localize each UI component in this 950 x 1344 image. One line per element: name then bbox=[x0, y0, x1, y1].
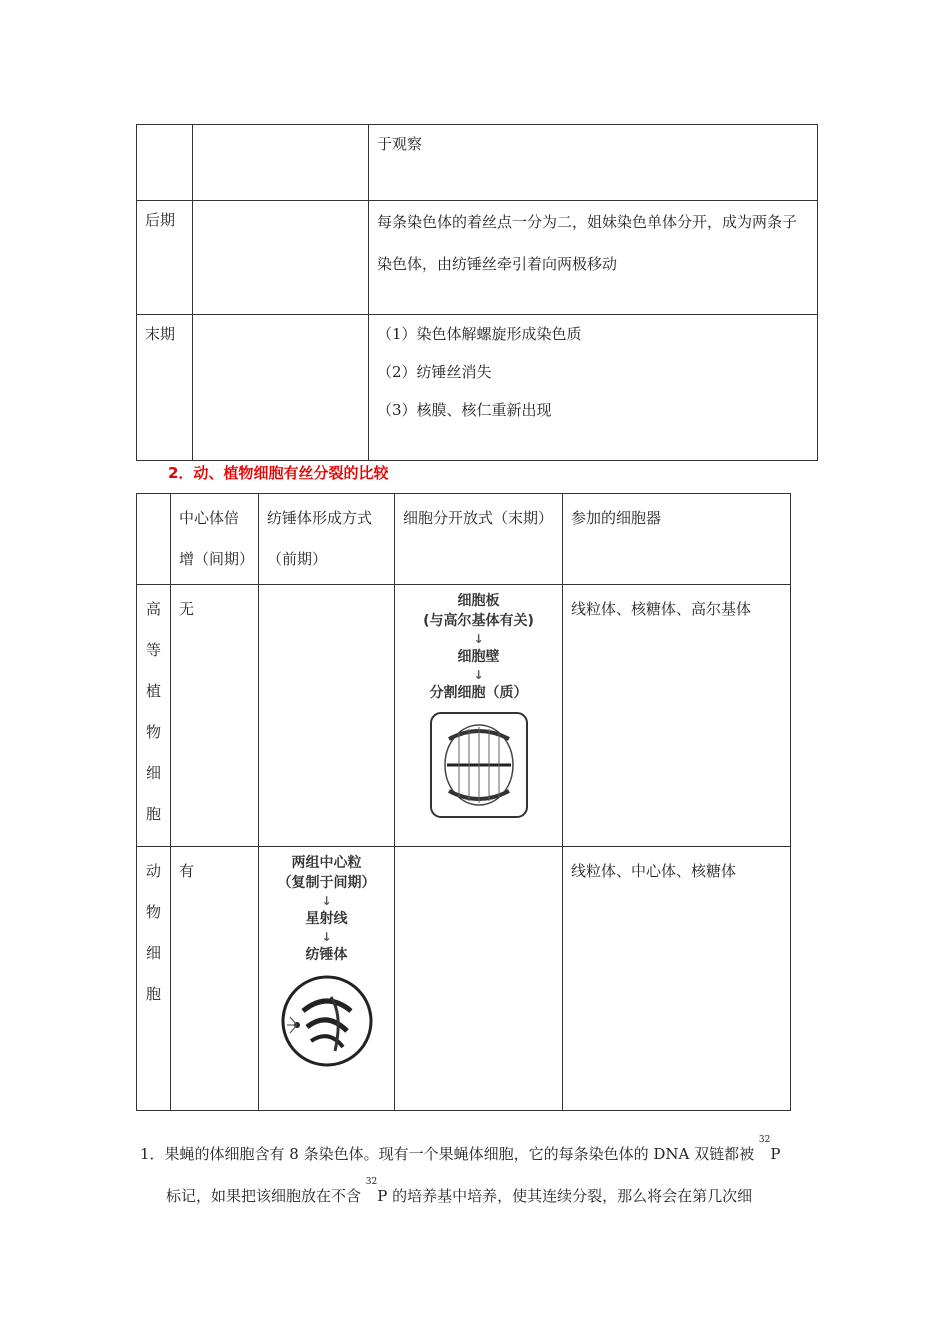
centrosome-cell: 有 bbox=[171, 847, 259, 1111]
table-row bbox=[137, 201, 818, 315]
organelles-cell: 线粒体、中心体、核糖体 bbox=[563, 847, 791, 1111]
mitosis-stages-table bbox=[136, 124, 818, 461]
arrow-down-icon: ↓ bbox=[321, 894, 332, 908]
empty-cell bbox=[193, 125, 369, 201]
header-cell bbox=[137, 494, 171, 585]
stage-cell bbox=[137, 125, 193, 201]
stage-cell: 后期 bbox=[137, 201, 193, 315]
header-cell: 参加的细胞器 bbox=[563, 494, 791, 585]
row-label-animal: 动 物 细 胞 bbox=[137, 847, 171, 1111]
arrow-down-icon: ↓ bbox=[473, 632, 484, 646]
list-item: （3）核膜、核仁重新出现 bbox=[377, 401, 552, 419]
list-item: （1）染色体解螺旋形成染色质 bbox=[377, 325, 582, 343]
stage-description: 每条染色体的着丝点一分为二，姐妹染色单体分开，成为两条子染色体，由纺锤丝牵引着向两极移动 bbox=[369, 201, 818, 315]
header-cell: 中心体倍增（间期） bbox=[171, 494, 259, 585]
stage-cell: 末期 bbox=[137, 315, 193, 461]
header-cell: 细胞分开放式（末期） bbox=[395, 494, 563, 585]
table-row bbox=[137, 315, 818, 461]
spindle-cell bbox=[259, 585, 395, 847]
stage-description bbox=[369, 315, 818, 461]
empty-cell bbox=[193, 201, 369, 315]
plant-cell-icon bbox=[423, 709, 535, 821]
division-cell bbox=[395, 847, 563, 1111]
stage-description: 于观察 bbox=[369, 125, 818, 201]
section-heading: 2．动、植物细胞有丝分裂的比较 bbox=[168, 464, 389, 482]
centrosome-cell: 无 bbox=[171, 585, 259, 847]
table-row-plant bbox=[137, 585, 791, 847]
question-1: 1．果蝇的体细胞含有 8 条染色体。现有一个果蝇体细胞，它的每条染色体的 DNA 双链都被 $^{32}$P 标记，如果把该细胞放在不含 $^{32}$P 的培养基中培养，使其连续分裂，那么将会在第几次细 bbox=[140, 1135, 781, 1205]
arrow-down-icon: ↓ bbox=[473, 668, 484, 682]
spindle-figure-cell bbox=[259, 847, 395, 1111]
animal-cell-icon bbox=[273, 971, 381, 1071]
header-cell: 纺锤体形成方式（前期） bbox=[259, 494, 395, 585]
centriole-figure: 两组中心粒 （复制于间期） ↓ 星射线 ↓ 纺锤体 bbox=[263, 853, 390, 1087]
organelles-cell: 线粒体、核糖体、高尔基体 bbox=[563, 585, 791, 847]
empty-cell bbox=[193, 315, 369, 461]
table-header-row bbox=[137, 494, 791, 585]
division-figure-cell bbox=[395, 585, 563, 847]
row-label-plant: 高 等 植 物 细 胞 bbox=[137, 585, 171, 847]
comparison-table bbox=[136, 493, 791, 1111]
cell-plate-figure: 细胞板 (与高尔基体有关) ↓ 细胞壁 ↓ 分割细胞（质） bbox=[399, 591, 558, 837]
list-item: （2）纺锤丝消失 bbox=[377, 363, 492, 381]
table-row-animal bbox=[137, 847, 791, 1111]
arrow-down-icon: ↓ bbox=[321, 930, 332, 944]
table-row bbox=[137, 125, 818, 201]
